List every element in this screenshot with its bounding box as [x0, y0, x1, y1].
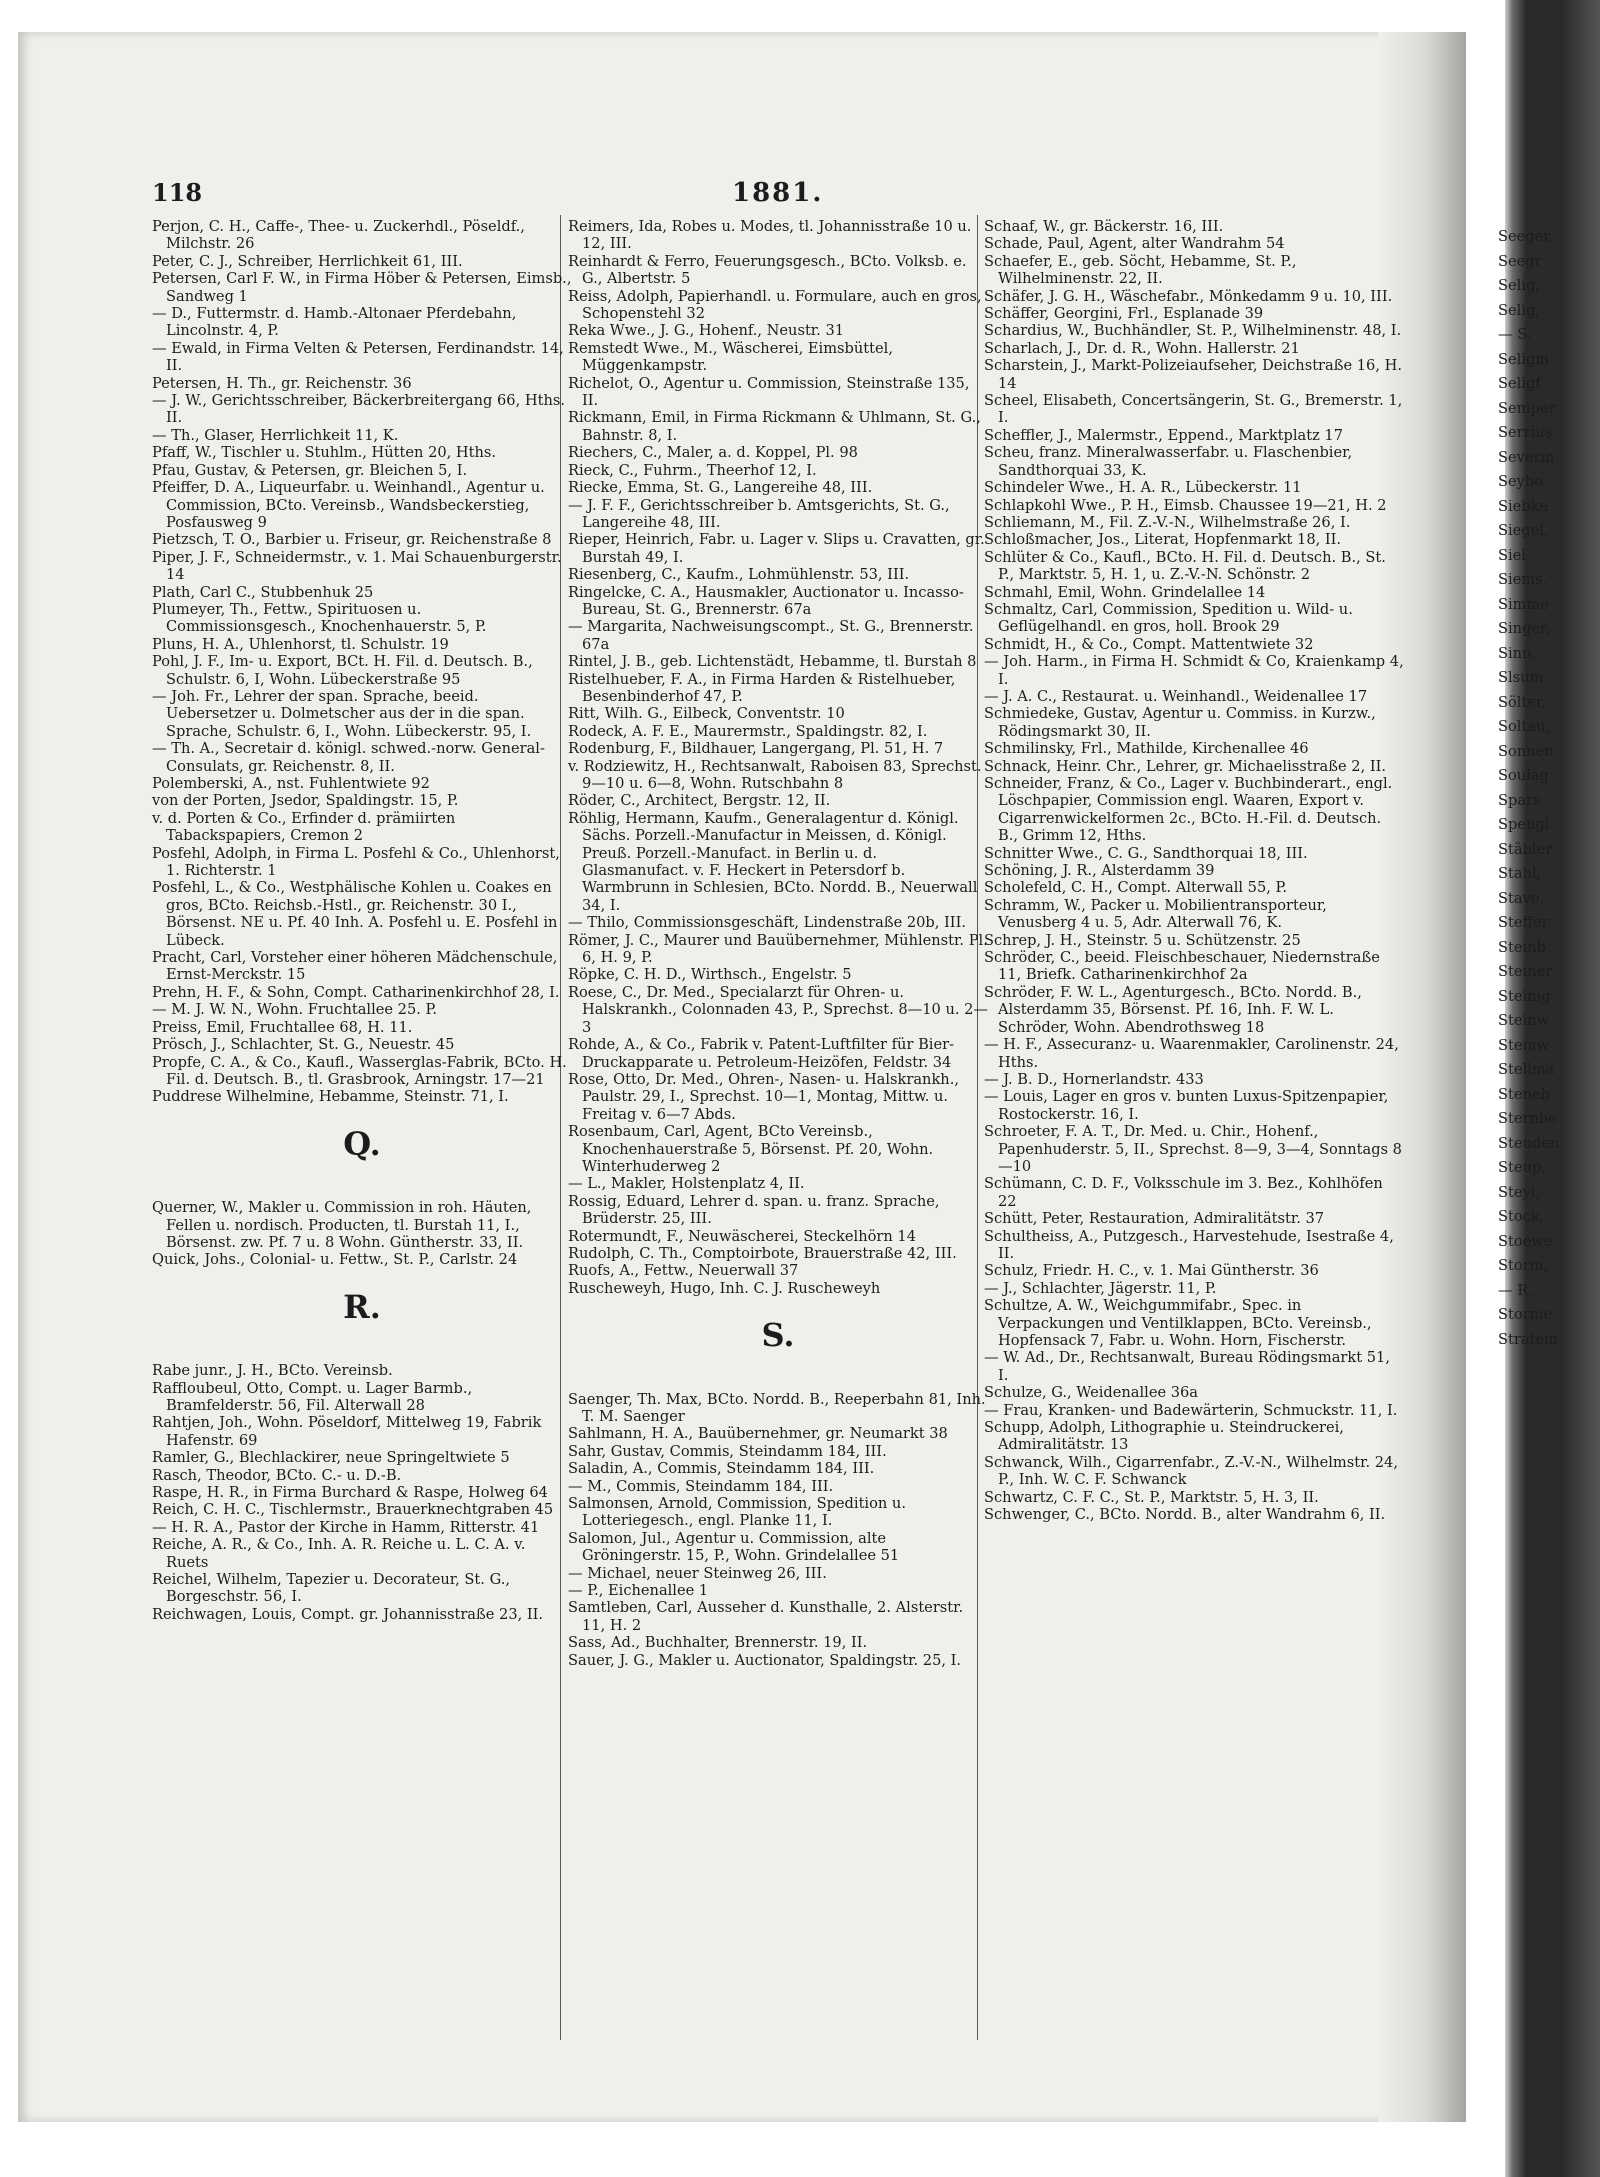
directory-entry: Scholefeld, C. H., Compt. Alterwall 55, P. — [984, 879, 1288, 897]
directory-entry: Scharstein, J., Markt-Polizeiaufseher, Deichstraße 16, H. 14 — [984, 357, 1402, 392]
directory-entry: Petersen, H. Th., gr. Reichenstr. 36 — [152, 374, 412, 392]
directory-entry: Remstedt Wwe., M., Wäscherei, Eimsbüttel, Müggenkampstr. — [568, 339, 893, 375]
directory-entry: Schäffer, Georgini, Frl., Esplanade 39 — [984, 305, 1264, 323]
directory-entry: Schrep, J. H., Steinstr. 5 u. Schützenstr. 25 — [984, 931, 1301, 949]
directory-entry: Schultheiss, A., Putzgesch., Harvestehude, Isestraße 4, II. — [984, 1227, 1394, 1262]
directory-entry: Reka Wwe., J. G., Hohenf., Neustr. 31 — [568, 322, 845, 340]
directory-entry: Schindeler Wwe., H. A. R., Lübeckerstr. 11 — [984, 479, 1302, 497]
directory-entry: Schulz, Friedr. H. C., v. 1. Mai Güntherstr. 36 — [984, 1262, 1319, 1280]
next-page-fragment: Selig, — [1498, 277, 1540, 294]
directory-entry: Schmiedeke, Gustav, Agentur u. Commiss. in Kurzw., Rödingsmarkt 30, II. — [984, 705, 1376, 740]
directory-entry: — D., Futtermstr. d. Hamb.-Altonaer Pferdebahn, Lincolnstr. 4, P. — [152, 305, 517, 340]
next-page-fragment: Siel, — [1498, 546, 1531, 564]
directory-entry: Polemberski, A., nst. Fuhlentwiete 92 — [152, 775, 430, 792]
directory-entry: v. d. Porten & Co., Erfinder d. prämiirten Tabackspapiers, Cremon 2 — [152, 809, 456, 845]
directory-entry: Petersen, Carl F. W., in Firma Höber & Petersen, Eimsb., Sandweg 1 — [152, 270, 572, 305]
directory-entry: Reichel, Wilhelm, Tapezier u. Decorateur, St. G., Borgeschstr. 56, I. — [152, 1571, 510, 1606]
directory-entry: Samtleben, Carl, Ausseher d. Kunsthalle, 2. Alsterstr. 11, H. 2 — [568, 1599, 964, 1634]
next-page-fragment: Steyl, — [1498, 1183, 1541, 1201]
directory-entry: Propfe, C. A., & Co., Kaufl., Wasserglas-Fabrik, BCto. H. Fil. d. Deutsch. B., tl. Grasbrook, Arningstr. 17—21 — [152, 1053, 567, 1088]
directory-entry: Piper, J. F., Schneidermstr., v. 1. Mai Schauenburgerstr. 14 — [152, 548, 562, 584]
directory-entry: Posfehl, L., & Co., Westphälische Kohlen u. Coakes en gros, BCto. Reichsb.-Hstl., gr. Reichenstr. 30 I., Börsenst. NE u. Pf. 40 Inh. A. Posfehl u. E. Posfehl in Lübeck. — [152, 879, 558, 949]
next-page-fragment: Soulag — [1498, 767, 1549, 784]
directory-entry: Salmonsen, Arnold, Commission, Spedition u. Lotteriegesch., engl. Planke 11, I. — [568, 1495, 906, 1530]
next-page-fragment: Slsum — [1498, 669, 1544, 686]
next-page-fragment: Steffer — [1498, 914, 1549, 931]
directory-entry: Preiss, Emil, Fruchtallee 68, H. 11. — [152, 1018, 413, 1036]
directory-entry: — J. W., Gerichtsschreiber, Bäckerbreitergang 66, Hths. II. — [152, 392, 565, 427]
next-page-fragment: Soltau, — [1498, 718, 1551, 735]
directory-entry: Rosenbaum, Carl, Agent, BCto Vereinsb., Knochenhauerstraße 5, Börsenst. Pf. 20, Wohn. Winterhuderweg 2 — [568, 1123, 934, 1175]
directory-entry: Rossig, Eduard, Lehrer d. span. u. franz. Sprache, Brüderstr. 25, III. — [568, 1192, 940, 1228]
directory-entry: — Thilo, Commissionsgeschäft, Lindenstraße 20b, III. — [568, 914, 966, 932]
directory-entry: — M., Commis, Steindamm 184, III. — [568, 1477, 834, 1495]
directory-entry: Schaefer, E., geb. Söcht, Hebamme, St. P., Wilhelminenstr. 22, II. — [984, 252, 1297, 288]
directory-entry: Scheel, Elisabeth, Concertsängerin, St. G., Bremerstr. 1, I. — [984, 392, 1403, 427]
section-s-entries — [568, 1391, 988, 1670]
next-page-fragment: Siebke — [1498, 497, 1549, 515]
next-page-fragment: Stäbler — [1498, 840, 1553, 858]
next-page-fragment: Steiner — [1498, 963, 1553, 980]
directory-entry: Schwanck, Wilh., Cigarrenfabr., Z.-V.-N., Wilhelmstr. 24, P., Inh. W. C. F. Schwanck — [984, 1453, 1398, 1489]
directory-entry: — J., Schlachter, Jägerstr. 11, P. — [984, 1279, 1217, 1297]
column-3-entries — [984, 218, 1404, 1523]
directory-entry: — J. A. C., Restaurat. u. Weinhandl., Weidenallee 17 — [984, 687, 1368, 705]
directory-entry: Rodenburg, F., Bildhauer, Langergang, Pl. 51, H. 7 — [568, 740, 944, 758]
directory-entry: — J. F. F., Gerichtsschreiber b. Amtsgerichts, St. G., Langereihe 48, III. — [568, 496, 950, 531]
directory-entry: Schardius, W., Buchhändler, St. P., Wilhelminenstr. 48, I. — [984, 322, 1402, 340]
directory-entry: Schmahl, Emil, Wohn. Grindelallee 14 — [984, 583, 1266, 601]
next-page-fragment: Siems, — [1498, 571, 1548, 588]
directory-entry: Saenger, Th. Max, BCto. Nordd. B., Reeperbahn 81, Inh. T. M. Saenger — [568, 1390, 986, 1425]
next-page-fragments — [1498, 225, 1600, 2045]
next-page-fragment: Steneb — [1498, 1085, 1550, 1103]
directory-entry: — Louis, Lager en gros v. bunten Luxus-Spitzenpapier, Rostockerstr. 16, I. — [984, 1088, 1389, 1123]
next-page-fragment: Steuden — [1498, 1134, 1560, 1152]
directory-entry: Röpke, C. H. D., Wirthsch., Engelstr. 5 — [568, 966, 852, 984]
page-header — [152, 178, 1392, 218]
directory-entry: v. Rodziewitz, H., Rechtsanwalt, Raboisen 83, Sprechst. 9—10 u. 6—8, Wohn. Rutschbahn 8 — [568, 757, 982, 792]
directory-entry: Schwenger, C., BCto. Nordd. B., alter Wandrahm 6, II. — [984, 1506, 1386, 1524]
directory-entry: Riechers, C., Maler, a. d. Koppel, Pl. 98 — [568, 444, 858, 462]
directory-entry: — Joh. Harm., in Firma H. Schmidt & Co, Kraienkamp 4, I. — [984, 653, 1404, 688]
column-2-entries — [568, 218, 988, 1297]
directory-entry: Ruofs, A., Fettw., Neuerwall 37 — [568, 1262, 799, 1280]
next-page-fragment: Sternbe — [1498, 1110, 1557, 1127]
column-2 — [568, 218, 988, 1669]
next-page-fragment: Sonnen — [1498, 742, 1554, 760]
directory-entry: Posfehl, Adolph, in Firma L. Posfehl & Co., Uhlenhorst, 1. Richterstr. 1 — [152, 844, 560, 880]
directory-entry: Schwartz, C. F. C., St. P., Marktstr. 5, H. 3, II. — [984, 1488, 1319, 1506]
directory-entry: Roese, C., Dr. Med., Specialarzt für Ohren- u. Halskrankh., Colonnaden 43, P., Sprechst. 8—10 u. 2—3 — [568, 983, 989, 1036]
directory-entry: Pfau, Gustav, & Petersen, gr. Bleichen 5, I. — [152, 461, 468, 479]
column-1 — [152, 218, 572, 1623]
directory-entry: Schröder, C., beeid. Fleischbeschauer, Niedernstraße 11, Briefk. Catharinenkirchhof 2a — [984, 949, 1380, 984]
directory-entry: Schütt, Peter, Restauration, Admiralitätstr. 37 — [984, 1210, 1325, 1228]
directory-entry: Schöning, J. R., Alsterdamm 39 — [984, 862, 1215, 880]
directory-entry: Querner, W., Makler u. Commission in roh. Häuten, Fellen u. nordisch. Producten, tl. Burstah 11, I., Börsenst. zw. Pf. 7 u. 8 Wohn. Güntherstr. 33, II. — [152, 1199, 532, 1251]
next-page-fragment: Steup, — [1498, 1159, 1546, 1176]
next-page-fragment: Sölter, — [1498, 693, 1546, 711]
directory-entry: Saladin, A., Commis, Steindamm 184, III. — [568, 1460, 875, 1478]
next-page-fragment: Singer, — [1498, 620, 1551, 637]
directory-entry: Raspe, H. R., in Firma Burchard & Raspe, Holweg 64 — [152, 1484, 548, 1501]
directory-entry: Plath, Carl C., Stubbenhuk 25 — [152, 583, 374, 601]
next-page-fragment: Stock, — [1498, 1208, 1545, 1225]
directory-entry: Ringelcke, C. A., Hausmakler, Auctionator u. Incasso-Bureau, St. G., Brennerstr. 67a — [568, 583, 964, 618]
next-page-fragment: Storm, — [1498, 1257, 1549, 1274]
next-page-fragment: Steinig — [1498, 987, 1551, 1005]
directory-entry: Scheffler, J., Malermstr., Eppend., Marktplatz 17 — [984, 426, 1343, 444]
directory-entry: — Ewald, in Firma Velten & Petersen, Ferdinandstr. 14, II. — [152, 339, 564, 375]
directory-entry: Schulze, G., Weidenallee 36a — [984, 1384, 1199, 1402]
directory-entry: Schroeter, F. A. T., Dr. Med. u. Chir., Hohenf., Papenhuderstr. 5, II., Sprechst. 8—9, 3—4, Sonntags 8—10 — [984, 1123, 1402, 1175]
directory-entry: Prehn, H. F., & Sohn, Compt. Catharinenkirchhof 28, I. — [152, 983, 560, 1001]
directory-entry: Schupp, Adolph, Lithographie u. Steindruckerei, Admiralitätstr. 13 — [984, 1419, 1344, 1454]
directory-entry: Rodeck, A. F. E., Maurermstr., Spaldingstr. 82, I. — [568, 722, 928, 740]
directory-entry: — Th. A., Secretair d. königl. schwed.-norw. General-Consulats, gr. Reichenstr. 8, II. — [152, 740, 545, 775]
directory-entry: Pfeiffer, D. A., Liqueurfabr. u. Weinhandl., Agentur u. Commission, BCto. Vereinsb., Wandsbeckerstieg, Posfausweg 9 — [152, 479, 545, 531]
directory-entry: — Joh. Fr., Lehrer der span. Sprache, beeid. Uebersetzer u. Dolmetscher aus der in die span. Sprache, Schulstr. 6, I., Wohn. Lübeckerstr. 95, I. — [152, 687, 532, 740]
directory-entry: Rieck, C., Fuhrm., Theerhof 12, I. — [568, 461, 817, 479]
next-page-fragment: Steinw — [1498, 1012, 1550, 1029]
directory-entry: Sahlmann, H. A., Bauübernehmer, gr. Neumarkt 38 — [568, 1425, 948, 1443]
directory-entry: Ramler, G., Blechlackirer, neue Springeltwiete 5 — [152, 1449, 510, 1467]
next-page-fragment: — S. — [1498, 326, 1532, 343]
directory-entry: Rohde, A., & Co., Fabrik v. Patent-Luftfilter für Bier-Druckapparate u. Petroleum-Heizöfen, Feldstr. 34 — [568, 1036, 955, 1071]
directory-entry: Sauer, J. G., Makler u. Auctionator, Spaldingstr. 25, I. — [568, 1651, 962, 1669]
next-page-fragment: Simme — [1498, 595, 1549, 613]
directory-entry: Schmilinsky, Frl., Mathilde, Kirchenallee 46 — [984, 740, 1309, 758]
directory-entry: Schäfer, J. G. H., Wäschefabr., Mönkedamm 9 u. 10, III. — [984, 287, 1393, 305]
directory-entry: Pracht, Carl, Vorsteher einer höheren Mädchenschule, Ernst-Merckstr. 15 — [152, 949, 558, 984]
next-page-fragment: Steinb — [1498, 938, 1546, 956]
directory-entry: — L., Makler, Holstenplatz 4, II. — [568, 1175, 805, 1193]
directory-entry: Reimers, Ida, Robes u. Modes, tl. Johannisstraße 10 u. 12, III. — [568, 218, 972, 253]
directory-entry: Schade, Paul, Agent, alter Wandrahm 54 — [984, 235, 1285, 253]
next-page-fragment: — R. — [1498, 1281, 1533, 1299]
directory-entry: Schmidt, H., & Co., Compt. Mattentwiete 32 — [984, 635, 1314, 653]
directory-entry: Schneider, Franz, & Co., Lager v. Buchbinderart., engl. Löschpapier, Commission engl. Waaren, Export v. Cigarrenwickelformen 2c., BCto. H.-Fil. d. Deutsch. B., Grimm 12, Hths. — [984, 775, 1393, 845]
directory-entry: Raffloubeul, Otto, Compt. u. Lager Barmb., Bramfelderstr. 56, Fil. Alterwall 28 — [152, 1379, 473, 1414]
directory-entry: Schümann, C. D. F., Volksschule im 3. Bez., Kohlhöfen 22 — [984, 1175, 1383, 1210]
next-page-fragment: Siegel, — [1498, 522, 1549, 539]
next-page-fragment: Seligf — [1498, 375, 1541, 392]
directory-entry: Schultze, A. W., Weichgummifabr., Spec. in Verpackungen und Ventilklappen, BCto. Vereinsb., Hopfensack 7, Fabr. u. Wohn. Horn, Fischerstr. — [984, 1297, 1372, 1349]
directory-entry: — Th., Glaser, Herrlichkeit 11, K. — [152, 426, 399, 444]
directory-entry: Peter, C. J., Schreiber, Herrlichkeit 61, III. — [152, 252, 463, 270]
section-r-entries — [152, 1362, 572, 1623]
directory-entry: Schloßmacher, Jos., Literat, Hopfenmarkt 18, II. — [984, 531, 1342, 549]
directory-entry: Schnack, Heinr. Chr., Lehrer, gr. Michaelisstraße 2, II. — [984, 757, 1387, 775]
page-number: 118 — [152, 178, 203, 207]
directory-entry: Prösch, J., Schlachter, St. G., Neuestr. 45 — [152, 1036, 455, 1054]
directory-entry: Schlapkohl Wwe., P. H., Eimsb. Chaussee 19—21, H. 2 — [984, 496, 1387, 514]
directory-entry: Rintel, J. B., geb. Lichtenstädt, Hebamme, tl. Burstah 8 — [568, 653, 977, 671]
next-page-fragment: Semper — [1498, 399, 1556, 417]
directory-entry: Sahr, Gustav, Commis, Steindamm 184, III. — [568, 1442, 887, 1460]
directory-entry: Reiss, Adolph, Papierhandl. u. Formulare, auch en gros, Schopenstehl 32 — [568, 287, 982, 323]
directory-entry: — H. R. A., Pastor der Kirche in Hamm, Ritterstr. 41 — [152, 1518, 540, 1536]
directory-entry: Ristelhueber, F. A., in Firma Harden & Ristelhueber, Besenbinderhof 47, P. — [568, 670, 956, 705]
directory-entry: Reichwagen, Louis, Compt. gr. Johannisstraße 23, II. — [152, 1605, 544, 1623]
section-letter-r: R. — [343, 1287, 381, 1326]
directory-entry: Rabe junr., J. H., BCto. Vereinsb. — [152, 1362, 393, 1380]
directory-entry: Pietzsch, T. O., Barbier u. Friseur, gr. Reichenstraße 8 — [152, 531, 552, 549]
directory-entry: Pohl, J. F., Im- u. Export, BCt. H. Fil. d. Deutsch. B., Schulstr. 6, I, Wohn. Lübeckerstraße 95 — [152, 653, 533, 688]
directory-entry: Ritt, Wilh. G., Eilbeck, Conventstr. 10 — [568, 705, 845, 723]
directory-entry: Puddrese Wilhelmine, Hebamme, Steinstr. 71, I. — [152, 1088, 509, 1106]
directory-entry: Rickmann, Emil, in Firma Rickmann & Uhlmann, St. G., Bahnstr. 8, I. — [568, 409, 981, 444]
directory-entry: Schröder, F. W. L., Agenturgesch., BCto. Nordd. B., Alsterdamm 35, Börsenst. Pf. 16, Inh. F. W. L. Schröder, Wohn. Abendrothsweg 18 — [984, 983, 1362, 1036]
next-page-fragment: Serrius — [1498, 424, 1553, 441]
directory-entry: Schmaltz, Carl, Commission, Spedition u. Wild- u. Geflügelhandl. en gros, holl. Brook 29 — [984, 600, 1353, 636]
next-page-fragment: Spars — [1498, 791, 1541, 809]
directory-entry: Reich, C. H. C., Tischlermstr., Brauerknechtgraben 45 — [152, 1501, 554, 1519]
directory-entry: Rasch, Theodor, BCto. C.- u. D.-B. — [152, 1466, 402, 1484]
directory-entry: von der Porten, Jsedor, Spaldingstr. 15, P. — [152, 792, 459, 810]
directory-entry: Römer, J. C., Maurer und Bauübernehmer, Mühlenstr. Pl. 6, H. 9, P. — [568, 931, 988, 967]
next-page-fragment: Spengl — [1498, 816, 1550, 833]
directory-entry: Reiche, A. R., & Co., Inh. A. R. Reiche u. L. C. A. v. Ruets — [152, 1536, 526, 1571]
directory-entry: Riecke, Emma, St. G., Langereihe 48, III. — [568, 479, 873, 497]
directory-entry: — P., Eichenallee 1 — [568, 1582, 709, 1600]
column-1-entries — [152, 218, 572, 1106]
directory-entry: — W. Ad., Dr., Rechtsanwalt, Bureau Rödingsmarkt 51, I. — [984, 1349, 1390, 1384]
directory-entry: — Frau, Kranken- und Badewärterin, Schmuckstr. 11, I. — [984, 1401, 1398, 1419]
next-page-fragment: Seligm — [1498, 350, 1550, 368]
next-page-fragment: Severin — [1498, 448, 1555, 466]
directory-entry: Röder, C., Architect, Bergstr. 12, II. — [568, 792, 831, 810]
directory-entry: Pfaff, W., Tischler u. Stuhlm., Hütten 20, Hths. — [152, 444, 497, 462]
directory-entry: Riesenberg, C., Kaufm., Lohmühlenstr. 53, III. — [568, 566, 910, 584]
directory-entry: Sass, Ad., Buchhalter, Brennerstr. 19, II. — [568, 1634, 868, 1652]
column-3 — [984, 218, 1404, 1523]
directory-entry: Ruscheweyh, Hugo, Inh. C. J. Ruscheweyh — [568, 1279, 881, 1297]
directory-entry: Rahtjen, Joh., Wohn. Pöseldorf, Mittelweg 19, Fabrik Hafenstr. 69 — [152, 1414, 542, 1449]
directory-entry: Quick, Johs., Colonial- u. Fettw., St. P., Carlstr. 24 — [152, 1251, 518, 1269]
directory-entry: Perjon, C. H., Caffe-, Thee- u. Zuckerhdl., Pöseldf., Milchstr. 26 — [152, 218, 525, 253]
section-q-entries — [152, 1199, 572, 1269]
directory-entry: — J. B. D., Hornerlandstr. 433 — [984, 1070, 1204, 1088]
next-page-fragment: Stoewe — [1498, 1232, 1553, 1250]
next-page-fragment: Seegr — [1498, 252, 1542, 270]
next-page-fragment: Stratem — [1498, 1330, 1558, 1348]
directory-entry: Plumeyer, Th., Fettw., Spirituosen u. Commissionsgesch., Knochenhauerstr. 5, P. — [152, 600, 487, 636]
next-page-fragment: Selig, — [1498, 301, 1540, 319]
directory-entry: Rudolph, C. Th., Comptoirbote, Brauerstraße 42, III. — [568, 1244, 957, 1262]
year-heading: 1881. — [732, 178, 824, 208]
next-page-fragment: Sinn, — [1498, 644, 1537, 662]
directory-entry: — Michael, neuer Steinweg 26, III. — [568, 1564, 827, 1582]
section-letter-s: S. — [761, 1316, 795, 1355]
directory-entry: Röhlig, Hermann, Kaufm., Generalagentur d. Königl. Sächs. Porzell.-Manufactur in Meissen, d. Königl. Preuß. Porzell.-Manufact. in Berlin u. d. Glasmanufact. v. F. Heckert in Petersdorf b. Warmbrunn in Schlesien, BCto. Nordd. B., Neuerwall 34, I. — [568, 809, 978, 914]
next-page-fragment: Seeger, — [1498, 228, 1554, 245]
next-page-fragment: Stahl, — [1498, 865, 1542, 882]
directory-entry: Schramm, W., Packer u. Mobilientransporteur, Venusberg 4 u. 5, Adr. Alterwall 76, K. — [984, 896, 1327, 932]
next-page-fragment: Seybo — [1498, 473, 1544, 490]
directory-entry: Rieper, Heinrich, Fabr. u. Lager v. Slips u. Cravatten, gr. Burstah 49, I. — [568, 531, 985, 566]
directory-entry: Richelot, O., Agentur u. Commission, Steinstraße 135, II. — [568, 374, 970, 410]
directory-entry: — M. J. W. N., Wohn. Fruchtallee 25. P. — [152, 1001, 438, 1019]
directory-entry: Schliemann, M., Fil. Z.-V.-N., Wilhelmstraße 26, I. — [984, 513, 1351, 531]
next-page-fragment: Stave, — [1498, 889, 1545, 907]
directory-entry: Scheu, franz. Mineralwasserfabr. u. Flaschenbier, Sandthorquai 33, K. — [984, 444, 1353, 479]
section-letter-q: Q. — [343, 1124, 381, 1163]
directory-entry: Rotermundt, F., Neuwäscherei, Steckelhörn 14 — [568, 1227, 916, 1245]
directory-entry: Schnitter Wwe., C. G., Sandthorquai 18, III. — [984, 844, 1308, 862]
next-page-fragment: Steinw — [1498, 1036, 1550, 1054]
directory-entry: — Margarita, Nachweisungscompt., St. G., Brennerstr. 67a — [568, 618, 974, 653]
directory-entry: Salomon, Jul., Agentur u. Commission, alte Gröningerstr. 15, P., Wohn. Grindelallee 51 — [568, 1529, 900, 1565]
next-page-fragment: Stellma — [1498, 1061, 1555, 1078]
directory-entry: Reinhardt & Ferro, Feuerungsgesch., BCto. Volksb. e. G., Albertstr. 5 — [568, 252, 967, 288]
directory-entry: Schlüter & Co., Kaufl., BCto. H. Fil. d. Deutsch. B., St. P., Marktstr. 5, H. 1, u. Z.-V.-N. Schönstr. 2 — [984, 548, 1386, 584]
directory-entry: Scharlach, J., Dr. d. R., Wohn. Hallerstr. 21 — [984, 339, 1300, 357]
directory-entry: Pluns, H. A., Uhlenhorst, tl. Schulstr. 19 — [152, 635, 449, 653]
directory-entry: Rose, Otto, Dr. Med., Ohren-, Nasen- u. Halskrankh., Paulstr. 29, I., Sprechst. 10—1, Montag, Mittw. u. Freitag v. 6—7 Abds. — [568, 1070, 959, 1123]
directory-entry: Schaaf, W., gr. Bäckerstr. 16, III. — [984, 218, 1224, 235]
directory-entry: — H. F., Assecuranz- u. Waarenmakler, Carolinenstr. 24, Hths. — [984, 1036, 1399, 1071]
next-page-fragment: Storme — [1498, 1306, 1553, 1323]
